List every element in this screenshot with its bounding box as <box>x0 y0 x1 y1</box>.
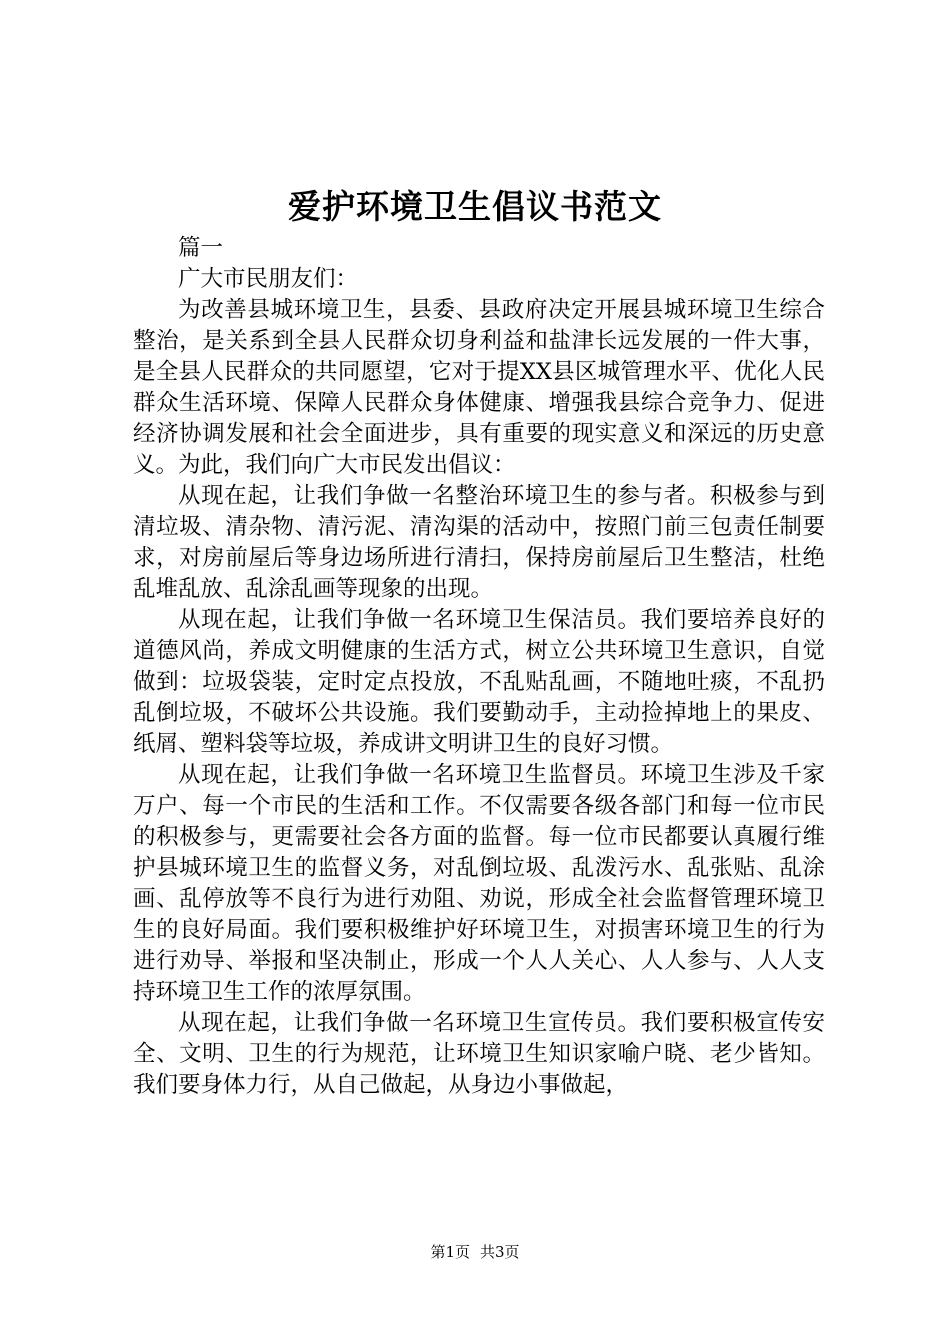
section-heading: 篇一 <box>178 235 224 261</box>
body-paragraph: 从现在起，让我们争做一名环境卫生保洁员。我们要培养良好的道德风尚，养成文明健康的生活方式，树立公共环境卫生意识，自觉做到：垃圾袋装，定时定点投放，不乱贴乱画，不随地吐痰，不乱扔乱倒垃圾，不破坏公共设施。我们要勤动手，主动捡掉地上的果皮、纸屑、塑料袋等垃圾，养成讲文明讲卫生的良好习惯。 <box>133 607 825 757</box>
body-paragraph: 从现在起，让我们争做一名环境卫生监督员。环境卫生涉及千家万户、每一个市民的生活和工作。不仅需要各级各部门和每一位市民的积极参与，更需要社会各方面的监督。每一位市民都要认真履行维护县城环境卫生的监督义务，对乱倒垃圾、乱泼污水、乱张贴、乱涂画、乱停放等不良行为进行劝阻、劝说，形成全社会监督管理环境卫生的良好局面。我们要积极维护好环境卫生，对损害环境卫生的行为进行劝导、举报和坚决制止，形成一个人人关心、人人参与、人人支持环境卫生工作的浓厚氛围。 <box>133 762 825 1005</box>
document-body <box>133 233 825 1101</box>
body-paragraph: 为改善县城环境卫生，县委、县政府决定开展县城环境卫生综合整治，是关系到全县人民群众切身利益和盐津长远发展的一件大事，是全县人民群众的共同愿望，它对于提XX县区城管理水平、优化人民群众生活环境、保障人民群众身体健康、增强我县综合竞争力、促进经济协调发展和社会全面进步，具有重要的现实意义和深远的历史意义。为此，我们向广大市民发出倡议： <box>133 297 825 478</box>
salutation: 广大市民朋友们： <box>178 266 359 292</box>
body-paragraph: 从现在起，让我们争做一名整治环境卫生的参与者。积极参与到清垃圾、清杂物、清污泥、清沟渠的活动中，按照门前三包责任制要求，对房前屋后等身边场所进行清扫，保持房前屋后卫生整洁，杜绝乱堆乱放、乱涂乱画等现象的出现。 <box>133 483 825 602</box>
page-footer <box>0 1240 950 1264</box>
page-count: 共3页 <box>480 1243 520 1261</box>
body-paragraph: 从现在起，让我们争做一名环境卫生宣传员。我们要积极宣传安全、文明、卫生的行为规范，让环境卫生知识家喻户晓、老少皆知。我们要身体力行，从自己做起，从身边小事做起， <box>133 1010 825 1098</box>
document-title: 爱护环境卫生倡议书范文 <box>288 187 662 226</box>
page-number: 第1页 <box>430 1243 470 1261</box>
